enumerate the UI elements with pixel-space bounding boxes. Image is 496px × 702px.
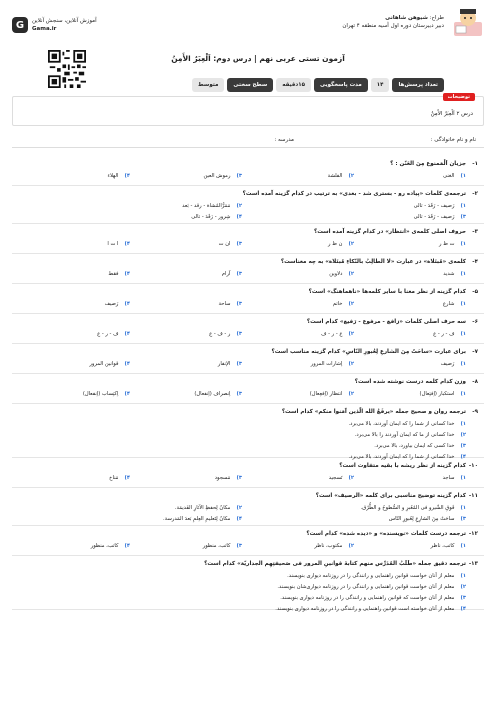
option-number: ۴)	[124, 475, 130, 481]
option-text: الفلشة	[327, 173, 343, 179]
answer-option[interactable]	[18, 240, 130, 248]
question-item	[12, 488, 484, 526]
option-number: ۳)	[236, 331, 242, 337]
option-number: ۱)	[460, 271, 466, 277]
option-number: ۴)	[124, 543, 130, 549]
question-number: ۴-	[472, 259, 478, 265]
notes-tag: توضیحات	[443, 93, 475, 101]
question-item	[12, 186, 484, 224]
answer-option[interactable]	[354, 240, 466, 248]
question-text: کدام گزینه از نظر معنا با سایر کلمه‌ها «ناهماهنگ» است؟	[308, 289, 466, 295]
answer-option[interactable]	[130, 270, 242, 278]
option-number: ۱)	[460, 573, 466, 579]
option-text: معلم از آنان خواست قوانین راهنمایی و رانندگی را در روزنامه دیواری بنویسند.	[287, 573, 455, 579]
answer-option[interactable]	[354, 390, 466, 398]
question-text: سه حرف اصلی کلمات «زافع - مرفوع - رَفیع» کدام است؟	[306, 319, 466, 325]
answer-option[interactable]	[18, 504, 242, 512]
option-text: رموش العین	[203, 173, 231, 179]
option-text: إشارات المرور	[310, 361, 343, 367]
answer-option[interactable]	[18, 515, 242, 523]
option-text: رَصیف - رَقَدَ - تالی	[413, 214, 455, 220]
option-number: ۳)	[236, 361, 242, 367]
option-text: مکتوب، ناظر	[314, 543, 343, 549]
option-text: معلم از آنان خواسته است قوانین راهنمایی و رانندگی را در روزنامه دیواری بنویسند.	[275, 606, 455, 612]
question-item	[12, 224, 484, 254]
question-number: ۵-	[472, 289, 478, 295]
answer-option[interactable]	[354, 270, 466, 278]
option-text: ر - ف - ع	[209, 331, 231, 337]
student-name-field[interactable]: نام و نام خانوادگی :	[430, 137, 476, 143]
option-text: ساحَتٌ مِنَ الشارِعِ لِعُبورِ النّاس	[388, 516, 455, 522]
answer-option[interactable]	[242, 515, 466, 523]
answer-option[interactable]	[242, 202, 466, 210]
answer-option[interactable]	[18, 474, 130, 482]
answer-option[interactable]	[354, 330, 466, 338]
option-number: ۲)	[348, 331, 354, 337]
option-number: ۱)	[460, 241, 466, 247]
option-number: ۴)	[124, 391, 130, 397]
option-text: مَناخ	[109, 475, 119, 481]
answer-option[interactable]	[354, 300, 466, 308]
option-number: ۴)	[460, 454, 466, 460]
option-text: الإنفار	[217, 361, 231, 367]
answer-options	[18, 330, 478, 341]
option-text: کاتب، منظور	[90, 543, 119, 549]
answer-option[interactable]	[18, 300, 130, 308]
answer-options	[18, 572, 478, 616]
option-text: کاتب، منظور	[202, 543, 231, 549]
answer-option[interactable]	[242, 213, 466, 221]
answer-option[interactable]	[242, 474, 354, 482]
option-text: کاتب، ناظر	[430, 543, 455, 549]
brand[interactable]	[12, 14, 122, 36]
question-text: کدام گزینه از نظر ریشه با بقیه متفاوت است؟	[339, 463, 466, 469]
student-info	[12, 134, 484, 148]
question-number: ۶-	[472, 319, 478, 325]
answer-option[interactable]	[242, 172, 354, 180]
option-number: ۲)	[348, 271, 354, 277]
question-text: کلمه‌ی «مُبتَلاة» در عبارت «لا الطالِبُ بالنّکاءِ مُبتَلاة» به چه معناست؟	[280, 259, 466, 265]
option-text: مکانٌ لِحفظِ الآثارِ القَدیمَة.	[174, 505, 231, 511]
option-text: ا ت ا	[107, 241, 119, 247]
answer-option[interactable]	[18, 431, 466, 439]
answer-option[interactable]	[18, 442, 466, 450]
answer-options	[18, 360, 478, 371]
option-text: ف - ر - ع	[433, 331, 455, 337]
notes-text: درس ۲ اَلْعِبَرُ الأَمِنُ	[430, 111, 473, 117]
option-number: ۴)	[236, 516, 242, 522]
answer-option[interactable]	[242, 300, 354, 308]
answer-option[interactable]	[354, 172, 466, 180]
question-number: ۲-	[472, 191, 478, 197]
option-number: ۲)	[348, 361, 354, 367]
option-text: ان ت	[218, 241, 231, 247]
answer-option[interactable]	[242, 504, 466, 512]
question-item	[12, 156, 484, 186]
answer-option[interactable]	[242, 542, 354, 550]
option-number: ۴)	[124, 271, 130, 277]
option-number: ۲)	[460, 584, 466, 590]
difficulty-label: سطح سختی	[227, 78, 273, 92]
option-text: شارع	[442, 301, 455, 307]
option-number: ۳)	[460, 443, 466, 449]
question-text: کدام گزینه توضیح مناسبی برای کلمه «الرصیف» است؟	[315, 493, 466, 499]
option-text: رَصیف	[104, 301, 119, 307]
answer-option[interactable]	[242, 330, 354, 338]
option-number: ۲)	[348, 301, 354, 307]
exam-title: آزمون تستی عربی نهم | درس دوم: اَلْعِبَرُ الأَمِنُ	[171, 54, 345, 63]
option-number: ۱)	[460, 475, 466, 481]
question-item	[12, 254, 484, 284]
answer-options	[18, 270, 478, 281]
option-number: ۴)	[124, 301, 130, 307]
option-number: ۱)	[460, 391, 466, 397]
notes-panel	[12, 96, 484, 126]
question-text: برای عبارت «ساحَتٌ مِنَ الشارعِ لِعُبورِ النّاسِ» کدام گزینه مناسب است؟	[271, 349, 466, 355]
question-text: حروف اصلی کلمه‌ی «انتظار» در کدام گزینه آمده است؟	[313, 229, 466, 235]
option-text: معلم از آنان خواست قوانین راهنمایی و رانندگی را در روزنامه دیواری‌شان بنویسند.	[277, 584, 455, 590]
mascot-icon	[452, 8, 484, 38]
answer-option[interactable]	[130, 330, 242, 338]
designer-name: شیوهن شاهانی	[385, 15, 428, 21]
answer-option[interactable]	[354, 360, 466, 368]
answer-options	[18, 504, 478, 526]
option-text: ع - ر - ف	[321, 331, 343, 337]
answer-option[interactable]	[354, 474, 466, 482]
answer-option[interactable]	[242, 360, 354, 368]
answer-options	[18, 240, 478, 251]
option-text: الهلاء	[107, 173, 119, 179]
question-number: ۱-	[472, 161, 478, 167]
option-text: خدا کسانی از شما را که ایمان آوردند، بالا می‌برد.	[348, 454, 455, 460]
question-number: ۱۰-	[468, 463, 478, 469]
option-number: ۴)	[124, 241, 130, 247]
answer-options	[18, 202, 478, 224]
answer-option[interactable]	[354, 542, 466, 550]
answer-option[interactable]	[18, 390, 130, 398]
qr-code-icon[interactable]	[48, 50, 86, 88]
option-text: مکانٌ لِتَعلیمِ العِلمِ بَعدَ المَدرسة.	[163, 516, 231, 522]
exam-meta-bar	[192, 78, 444, 92]
answer-option[interactable]	[130, 542, 242, 550]
option-text: شِرور - رَقَدَ - تالی	[191, 214, 231, 220]
answer-option[interactable]	[18, 572, 466, 580]
option-number: ۲)	[236, 203, 242, 209]
option-number: ۳)	[460, 214, 466, 220]
option-text: شدید	[443, 271, 455, 277]
question-text: جزیان اَلْمَمنوع مِنَ العَنّن : ؟	[390, 161, 466, 167]
answer-option[interactable]	[130, 360, 242, 368]
answer-option[interactable]	[18, 594, 466, 602]
question-text: ترجمه‌ی کلمات «پیاده رو - بستری شد - بعدی» به ترتیب در کدام گزینه آمده است؟	[242, 191, 466, 197]
answer-option[interactable]	[18, 213, 242, 221]
option-number: ۱)	[460, 173, 466, 179]
answer-option[interactable]	[18, 330, 130, 338]
question-item	[12, 458, 484, 488]
option-text: خدا کسی که ایمان بیاورد، بالا می‌برد.	[374, 443, 455, 449]
question-number: ۱۱-	[468, 493, 478, 499]
option-number: ۲)	[348, 543, 354, 549]
option-text: آرام	[221, 271, 231, 277]
question-count-label: تعداد پرسش‌ها	[392, 78, 444, 92]
option-text: استکبار (اِفتِعال)	[419, 391, 455, 397]
question-text: ترجمه درست کلمات «نویسنده» و «دیده شده» کدام است؟	[306, 531, 466, 537]
option-number: ۱)	[460, 331, 466, 337]
question-number: ۷-	[472, 349, 478, 355]
question-number: ۹-	[472, 409, 478, 415]
option-text: معلم از آنان خواست که قوانین راهنمایی و رانندگی را در روزنامه دیواری بنویسند.	[280, 595, 455, 601]
question-text: ترجمه روان و صحیح جمله «یرفَعُ الله الّذین آمَنوا منکم» کدام است؟	[281, 409, 466, 415]
answer-options	[18, 390, 478, 401]
option-text: فقط	[108, 271, 119, 277]
answer-options	[18, 542, 478, 553]
question-number: ۸-	[472, 379, 478, 385]
option-text: انتظار (اِفعِعال)	[309, 391, 343, 397]
option-text: خدا کسانی از شما را که ایمان آوردند، بالا می‌برد.	[348, 421, 455, 427]
answer-option[interactable]	[18, 542, 130, 550]
option-number: ۲)	[236, 505, 242, 511]
answer-option[interactable]	[130, 474, 242, 482]
option-number: ۲)	[460, 432, 466, 438]
option-number: ۳)	[236, 543, 242, 549]
brand-tagline: آموزش آنلاین، سنجش آنلاین	[32, 18, 97, 24]
answer-option[interactable]	[242, 270, 354, 278]
answer-option[interactable]	[130, 240, 242, 248]
school-field[interactable]: مدرسه :	[274, 137, 294, 143]
option-text: رَصیف - رَقَدَ - تالی	[413, 203, 455, 209]
option-number: ۱)	[460, 505, 466, 511]
option-number: ۳)	[236, 271, 242, 277]
designer-school: دبیر دبیرستان دوره اول آسیه منطقه ۴ تهران	[342, 23, 444, 29]
question-number: ۱۲-	[468, 531, 478, 537]
option-text: قوانین المرور	[89, 361, 119, 367]
difficulty-value: متوسط	[192, 78, 224, 92]
question-item	[12, 374, 484, 404]
answer-options	[18, 474, 478, 485]
option-number: ۳)	[236, 301, 242, 307]
answer-option[interactable]	[18, 420, 466, 428]
question-item	[12, 526, 484, 556]
question-number: ۳-	[472, 229, 478, 235]
option-number: ۲)	[348, 475, 354, 481]
duration-label: مدت پاسخگویی	[314, 78, 368, 92]
option-number: ۴)	[124, 361, 130, 367]
option-text: ت ظ ر	[438, 241, 455, 247]
option-number: ۱)	[460, 543, 466, 549]
question-item	[12, 284, 484, 314]
answer-options	[18, 172, 478, 183]
exam-header	[12, 8, 484, 98]
option-text: تَسجید	[328, 475, 343, 481]
option-text: فَوقِ الشّیرو فی المُعُبرِ و السُّطوحُ و الطُّرُق.	[360, 505, 455, 511]
answer-option[interactable]	[242, 240, 354, 248]
designer-label: طراح:	[429, 15, 444, 21]
brand-domain[interactable]: Gama.ir	[32, 26, 57, 32]
answer-options	[18, 300, 478, 311]
option-text: اِکتِساب (اِنفعال)	[82, 391, 119, 397]
option-text: ساجد	[442, 475, 455, 481]
option-number: ۱)	[460, 203, 466, 209]
answer-option[interactable]	[130, 172, 242, 180]
option-text: ف - ر - ع	[97, 331, 119, 337]
option-text: ن ظ ر	[328, 241, 343, 247]
question-item	[12, 556, 484, 610]
gama-logo-icon: G	[12, 17, 28, 33]
question-list	[12, 156, 484, 610]
option-text: رَصیف	[440, 361, 455, 367]
option-number: ۳)	[236, 475, 242, 481]
option-number: ۳)	[236, 391, 242, 397]
option-number: ۴)	[460, 606, 466, 612]
question-text: ترجمه دقیق جمله «طَلَبُ المُدَرِّس منهم کتابةَ قوانینِ المرور فی صَحیفتِهِم الجداریّة» کدام است؟	[204, 561, 466, 567]
question-item	[12, 314, 484, 344]
question-count-value: ۱۴	[371, 78, 390, 92]
answer-option[interactable]	[18, 270, 130, 278]
answer-option[interactable]	[18, 172, 130, 180]
option-number: ۴)	[124, 331, 130, 337]
option-number: ۱)	[460, 301, 466, 307]
option-number: ۱)	[460, 421, 466, 427]
answer-option[interactable]	[18, 605, 466, 613]
option-text: خاتم	[332, 301, 343, 307]
option-number: ۴)	[124, 173, 130, 179]
option-text: دلاوین	[329, 271, 343, 277]
answer-option[interactable]	[242, 390, 354, 398]
answer-option[interactable]	[130, 300, 242, 308]
option-number: ۳)	[236, 241, 242, 247]
designer-info	[294, 14, 444, 30]
option-number: ۲)	[348, 391, 354, 397]
option-text: مَسجود	[214, 475, 231, 481]
duration-value: ۱۵دقیقه	[276, 78, 311, 92]
option-number: ۲)	[348, 241, 354, 247]
answer-option[interactable]	[18, 202, 242, 210]
option-text: الغنی	[443, 173, 455, 179]
option-number: ۳)	[236, 173, 242, 179]
option-text: مَمَرُّالمُشاة - رقد - بَعد	[182, 203, 231, 209]
option-number: ۳)	[460, 516, 466, 522]
question-text: وزن کدام کلمه درست نوشته شده است؟	[354, 379, 466, 385]
option-text: اِنصراف (اِنفعال)	[194, 391, 231, 397]
option-number: ۴)	[236, 214, 242, 220]
answer-option[interactable]	[18, 583, 466, 591]
question-item	[12, 404, 484, 458]
option-number: ۱)	[460, 361, 466, 367]
option-number: ۳)	[460, 595, 466, 601]
question-number: ۱۳-	[468, 561, 478, 567]
question-item	[12, 344, 484, 374]
option-text: ساحة	[218, 301, 231, 307]
answer-option[interactable]	[130, 390, 242, 398]
option-text: خدا کسانی از ما که ایمان آوردند را بالا می‌برد.	[354, 432, 455, 438]
option-number: ۲)	[348, 173, 354, 179]
answer-option[interactable]	[18, 360, 130, 368]
